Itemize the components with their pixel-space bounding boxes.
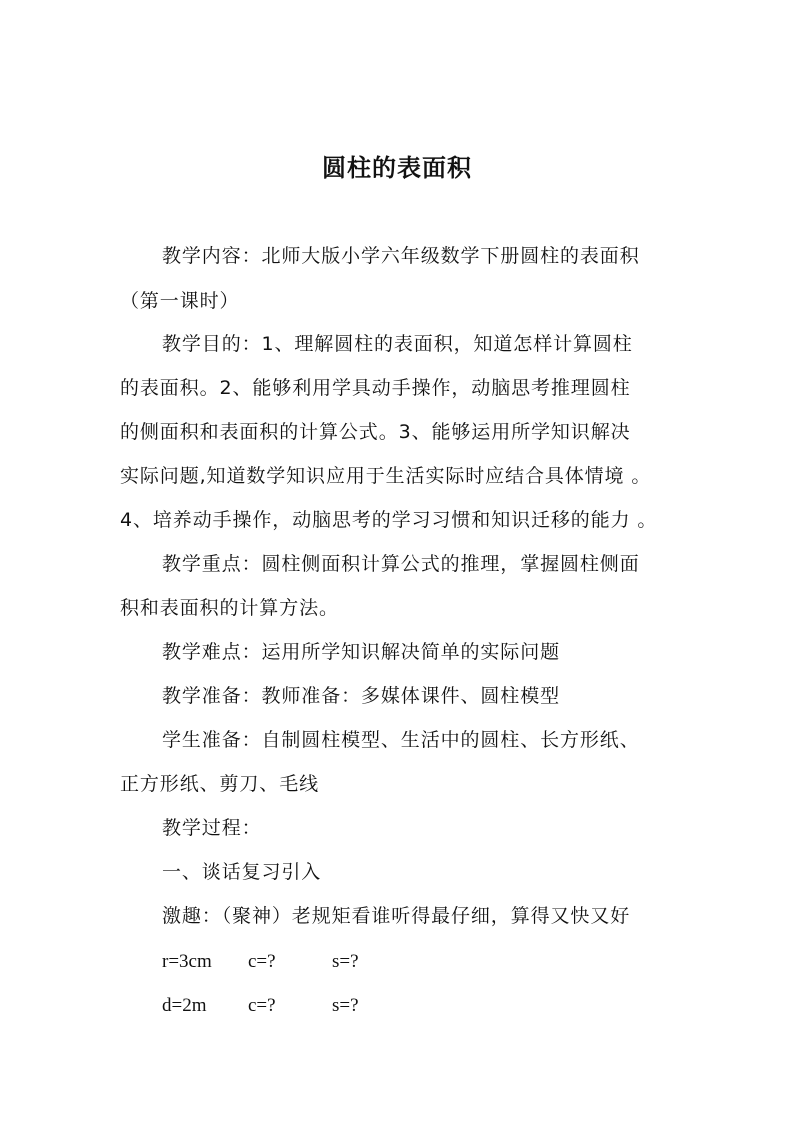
paragraph-line: 教学难点：运用所学知识解决简单的实际问题 <box>162 641 561 663</box>
paragraph-line: 教学目的：1、理解圆柱的表面积，知道怎样计算圆柱 <box>162 333 633 355</box>
paragraph-line: 实际问题,知道数学知识应用于生活实际时应结合具体情境 。 <box>120 465 652 487</box>
paragraph-line: 的表面积。2、能够利用学具动手操作，动脑思考推理圆柱 <box>120 377 631 399</box>
paragraph-line: （第一课时） <box>120 290 240 312</box>
formula-c: c=? <box>248 951 276 972</box>
document-title: 圆柱的表面积 <box>322 154 472 182</box>
formula-line <box>162 950 359 974</box>
formula-given: r=3cm <box>162 951 212 972</box>
paragraph-line: 激趣：（聚神）老规矩看谁听得最仔细，算得又快又好 <box>162 905 631 927</box>
paragraph-line: 一、谈话复习引入 <box>162 861 322 883</box>
formula-s: s=? <box>332 951 359 972</box>
paragraph-line: 教学准备：教师准备：多媒体课件、圆柱模型 <box>162 685 561 707</box>
formula-line <box>162 994 359 1018</box>
paragraph-line: 教学重点：圆柱侧面积计算公式的推理，掌握圆柱侧面 <box>162 553 640 575</box>
paragraph-line: 4、培养动手操作，动脑思考的学习习惯和知识迁移的能力 。 <box>120 509 658 531</box>
formula-s: s=? <box>332 995 359 1016</box>
paragraph-line: 积和表面积的计算方法。 <box>120 597 339 619</box>
formula-c: c=? <box>248 995 276 1016</box>
formula-given: d=2m <box>162 995 207 1016</box>
paragraph-line: 的侧面积和表面积的计算公式。3、能够运用所学知识解决 <box>120 421 631 443</box>
paragraph-line: 教学过程： <box>162 817 262 839</box>
paragraph-line: 学生准备：自制圆柱模型、生活中的圆柱、长方形纸、 <box>162 729 640 751</box>
paragraph-line: 教学内容：北师大版小学六年级数学下册圆柱的表面积 <box>162 245 640 267</box>
paragraph-line: 正方形纸、剪刀、毛线 <box>120 773 320 795</box>
